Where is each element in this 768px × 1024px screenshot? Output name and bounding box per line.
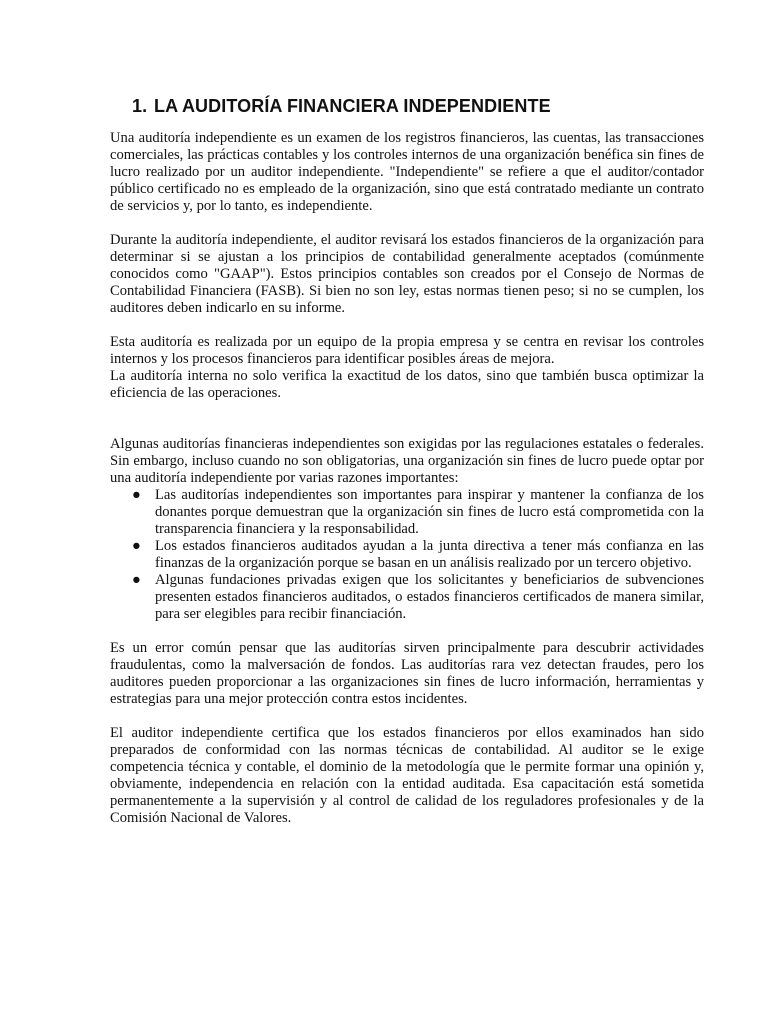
- list-item: [110, 487, 704, 538]
- list-item-text: Los estados financieros auditados ayudan a la junta directiva a tener más confianza en las finanzas de la organización porque se basan en un análisis realizado por un tercero objetivo.: [155, 538, 704, 571]
- list-item: [110, 538, 704, 572]
- reasons-list: [110, 487, 704, 623]
- document-page: [110, 95, 704, 827]
- section-title: LA AUDITORÍA FINANCIERA INDEPENDIENTE: [154, 96, 551, 116]
- paragraph-internal-team: Esta auditoría es realizada por un equipo de la propia empresa y se centra en revisar los controles internos y los procesos financieros para identificar posibles áreas de mejora.: [110, 334, 704, 367]
- bullet-icon: ●: [132, 572, 141, 588]
- paragraph-certification: El auditor independiente certifica que los estados financieros por ellos examinados han sido preparados de conformidad con las normas técnicas de contabilidad. Al auditor se le exige competencia técnica y contable, el dominio de la metodología que le permite formar una opinión y, obviamente, independencia en relación con la entidad auditada. Esa capacitación está sometida permanentemente a la supervisión y al control de calidad de los reguladores profesionales y de la Comisión Nacional de Valores.: [110, 725, 704, 826]
- bullet-icon: ●: [132, 538, 141, 554]
- paragraph-gaap: Durante la auditoría independiente, el auditor revisará los estados financieros de la organización para determinar si se ajustan a los principios de contabilidad generalmente aceptados (comúnmente conocidos como "GAAP"). Estos principios contables son creados por el Consejo de Normas de Contabilidad Financiera (FASB). Si bien no son ley, estas normas tienen peso; si no se cumplen, los auditores deben indicarlo en su informe.: [110, 232, 704, 316]
- list-item-text: Las auditorías independientes son importantes para inspirar y mantener la confianza de los donantes porque demuestran que la organización sin fines de lucro está comprometida con la transparencia financiera y la responsabilidad.: [155, 487, 704, 537]
- section-number: 1.: [132, 96, 148, 116]
- paragraph-fraud: Es un error común pensar que las auditorías sirven principalmente para descubrir actividades fraudulentas, como la malversación de fondos. Las auditorías rara vez detectan fraudes, pero los auditores pueden proporcionar a las organizaciones sin fines de lucro información, herramientas y estrategias para una mejor protección contra estos incidentes.: [110, 640, 704, 707]
- bullet-icon: ●: [132, 487, 141, 503]
- section-heading: [110, 95, 704, 117]
- paragraph-definition: Una auditoría independiente es un examen de los registros financieros, las cuentas, las transacciones comerciales, las prácticas contables y los controles internos de una organización benéfica sin fines de lucro realizado por un auditor independiente. "Independiente" se refiere a que el auditor/contador público certificado no es empleado de la organización, sino que está contratado mediante un contrato de servicios y, por lo tanto, es independiente.: [110, 130, 704, 214]
- list-item-text: Algunas fundaciones privadas exigen que los solicitantes y beneficiarios de subvenciones presenten estados financieros auditados, o estados financieros certificados de manera similar, para ser elegibles para recibir financiación.: [155, 572, 704, 622]
- paragraph-reasons-intro: Algunas auditorías financieras independientes son exigidas por las regulaciones estatales o federales. Sin embargo, incluso cuando no son obligatorias, una organización sin fines de lucro puede optar por una auditoría independiente por varias razones importantes:: [110, 436, 704, 486]
- list-item: [110, 572, 704, 623]
- paragraph-internal-audit: La auditoría interna no solo verifica la exactitud de los datos, sino que también busca optimizar la eficiencia de las operaciones.: [110, 368, 704, 401]
